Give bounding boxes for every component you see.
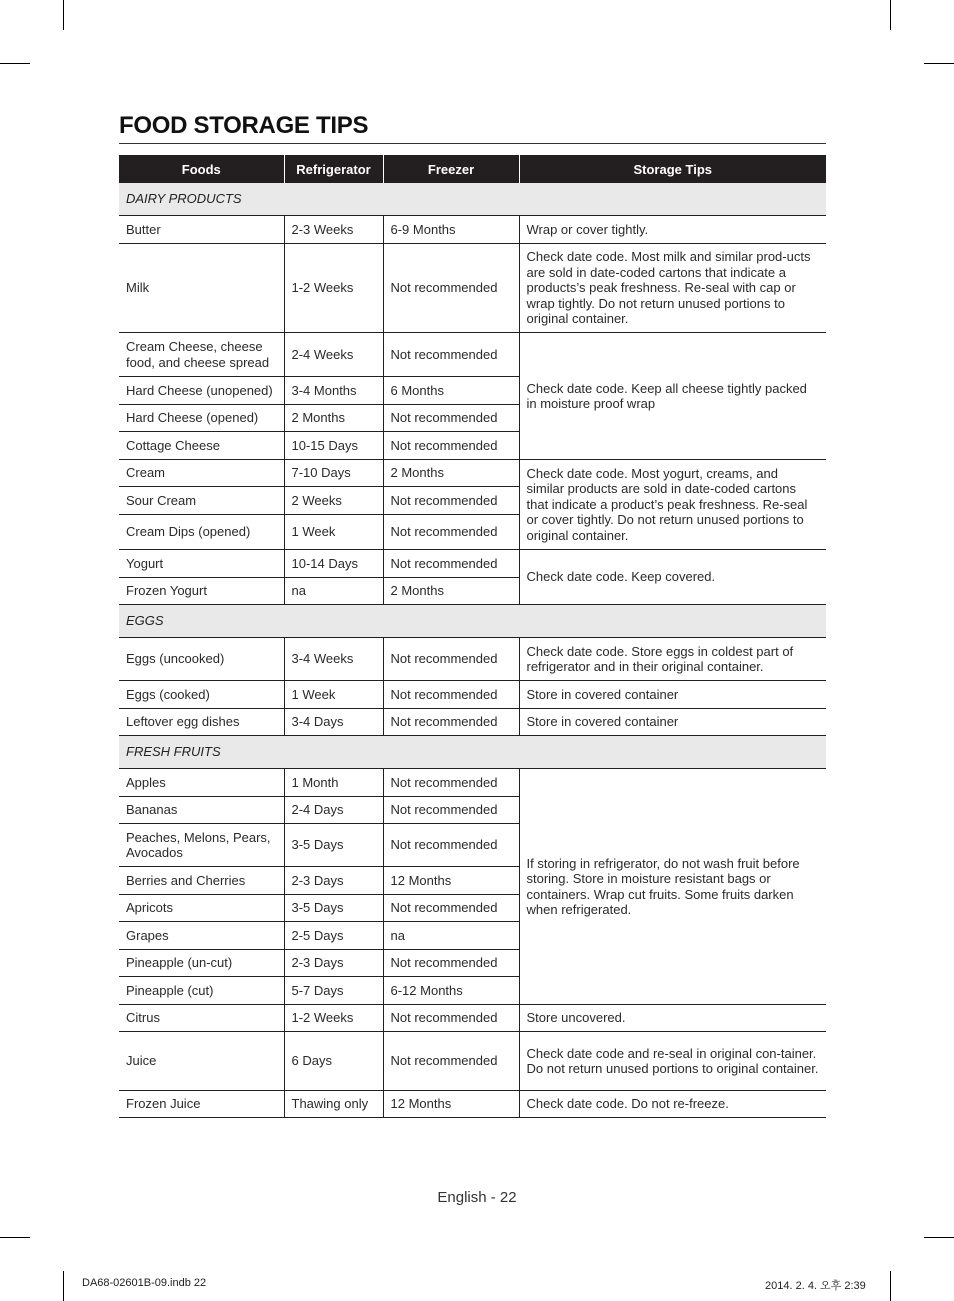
section-row bbox=[119, 183, 826, 216]
freezer-cell: 6-12 Months bbox=[383, 977, 519, 1005]
food-cell: Yogurt bbox=[119, 550, 284, 578]
fridge-cell: 1 Week bbox=[284, 515, 383, 550]
food-cell: Grapes bbox=[119, 922, 284, 950]
food-cell: Milk bbox=[119, 244, 284, 333]
freezer-cell: 2 Months bbox=[383, 578, 519, 605]
freezer-cell: Not recommended bbox=[383, 1032, 519, 1091]
tip-cell: Check date code. Keep covered. bbox=[519, 550, 826, 605]
fridge-cell: 6 Days bbox=[284, 1032, 383, 1091]
tip-cell: Store in covered container bbox=[519, 709, 826, 736]
freezer-cell: Not recommended bbox=[383, 550, 519, 578]
table-row bbox=[119, 709, 826, 736]
food-cell: Apples bbox=[119, 769, 284, 797]
fridge-cell: 2 Weeks bbox=[284, 487, 383, 515]
crop-mark bbox=[63, 1271, 64, 1301]
fridge-cell: 10-15 Days bbox=[284, 432, 383, 460]
fridge-cell: Thawing only bbox=[284, 1091, 383, 1118]
food-cell: Berries and Cherries bbox=[119, 867, 284, 895]
table-row bbox=[119, 216, 826, 244]
freezer-cell: 6-9 Months bbox=[383, 216, 519, 244]
fridge-cell: 5-7 Days bbox=[284, 977, 383, 1005]
tip-cell: Store uncovered. bbox=[519, 1005, 826, 1032]
table-row bbox=[119, 1091, 826, 1118]
food-cell: Cream Cheese, cheese food, and cheese spread bbox=[119, 333, 284, 377]
fridge-cell: 2-3 Days bbox=[284, 950, 383, 977]
fridge-cell: 1 Month bbox=[284, 769, 383, 797]
fridge-cell: 3-4 Months bbox=[284, 377, 383, 405]
table-row bbox=[119, 460, 826, 487]
freezer-cell: Not recommended bbox=[383, 950, 519, 977]
food-cell: Frozen Juice bbox=[119, 1091, 284, 1118]
tip-cell: Check date code and re-seal in original con-tainer. Do not return unused portions to original container. bbox=[519, 1032, 826, 1091]
header-freezer: Freezer bbox=[383, 155, 519, 183]
fridge-cell: 3-4 Days bbox=[284, 709, 383, 736]
section-dairy: DAIRY PRODUCTS bbox=[119, 183, 826, 216]
tip-cell: Check date code. Most milk and similar prod-ucts are sold in date-coded cartons that indicate a products’s peak freshness. Re-seal with cap or wrap tightly. Do not return unused portions to original container. bbox=[519, 244, 826, 333]
tip-cell: Check date code. Keep all cheese tightly packed in moisture proof wrap bbox=[519, 333, 826, 460]
table-row bbox=[119, 1032, 826, 1091]
file-name: DA68-02601B-09.indb 22 bbox=[82, 1277, 207, 1289]
food-cell: Frozen Yogurt bbox=[119, 578, 284, 605]
fridge-cell: 2 Months bbox=[284, 405, 383, 432]
food-cell: Juice bbox=[119, 1032, 284, 1091]
tip-cell: Store in covered container bbox=[519, 681, 826, 709]
crop-mark bbox=[890, 0, 891, 30]
fridge-cell: 3-5 Days bbox=[284, 895, 383, 922]
section-row bbox=[119, 605, 826, 638]
header-storage-tips: Storage Tips bbox=[519, 155, 826, 183]
storage-table bbox=[119, 155, 826, 1118]
freezer-cell: Not recommended bbox=[383, 1005, 519, 1032]
freezer-cell: 6 Months bbox=[383, 377, 519, 405]
food-cell: Eggs (uncooked) bbox=[119, 638, 284, 681]
freezer-cell: Not recommended bbox=[383, 895, 519, 922]
food-cell: Bananas bbox=[119, 797, 284, 824]
fridge-cell: 2-5 Days bbox=[284, 922, 383, 950]
freezer-cell: Not recommended bbox=[383, 244, 519, 333]
section-row bbox=[119, 736, 826, 769]
food-cell: Cream Dips (opened) bbox=[119, 515, 284, 550]
food-cell: Butter bbox=[119, 216, 284, 244]
freezer-cell: Not recommended bbox=[383, 333, 519, 377]
page-title: FOOD STORAGE TIPS bbox=[119, 112, 369, 139]
fridge-cell: 1 Week bbox=[284, 681, 383, 709]
fridge-cell: 2-4 Weeks bbox=[284, 333, 383, 377]
food-cell: Apricots bbox=[119, 895, 284, 922]
fridge-cell: 2-3 Weeks bbox=[284, 216, 383, 244]
freezer-cell: Not recommended bbox=[383, 709, 519, 736]
freezer-cell: Not recommended bbox=[383, 769, 519, 797]
table-row bbox=[119, 244, 826, 333]
fridge-cell: na bbox=[284, 578, 383, 605]
fridge-cell: 2-4 Days bbox=[284, 797, 383, 824]
section-fruits: FRESH FRUITS bbox=[119, 736, 826, 769]
crop-mark bbox=[0, 1237, 30, 1238]
print-date: 2014. 2. 4. 오후 2:39 bbox=[765, 1280, 866, 1292]
food-cell: Eggs (cooked) bbox=[119, 681, 284, 709]
table-row bbox=[119, 769, 826, 797]
food-cell: Citrus bbox=[119, 1005, 284, 1032]
title-rule bbox=[119, 143, 826, 144]
food-cell: Hard Cheese (opened) bbox=[119, 405, 284, 432]
freezer-cell: Not recommended bbox=[383, 681, 519, 709]
header-refrigerator: Refrigerator bbox=[284, 155, 383, 183]
page-number: English - 22 bbox=[437, 1189, 517, 1206]
freezer-cell: Not recommended bbox=[383, 432, 519, 460]
freezer-cell: Not recommended bbox=[383, 797, 519, 824]
food-cell: Leftover egg dishes bbox=[119, 709, 284, 736]
table-row bbox=[119, 638, 826, 681]
fridge-cell: 2-3 Days bbox=[284, 867, 383, 895]
crop-mark bbox=[0, 63, 30, 64]
food-cell: Peaches, Melons, Pears, Avocados bbox=[119, 824, 284, 867]
food-cell: Pineapple (cut) bbox=[119, 977, 284, 1005]
food-cell: Cottage Cheese bbox=[119, 432, 284, 460]
freezer-cell: Not recommended bbox=[383, 515, 519, 550]
header-foods: Foods bbox=[119, 155, 284, 183]
crop-mark bbox=[63, 0, 64, 30]
food-cell: Sour Cream bbox=[119, 487, 284, 515]
crop-mark bbox=[890, 1271, 891, 1301]
tip-cell: Check date code. Store eggs in coldest part of refrigerator and in their original container. bbox=[519, 638, 826, 681]
freezer-cell: Not recommended bbox=[383, 405, 519, 432]
freezer-cell: 12 Months bbox=[383, 867, 519, 895]
freezer-cell: Not recommended bbox=[383, 638, 519, 681]
freezer-cell: Not recommended bbox=[383, 487, 519, 515]
table-row bbox=[119, 681, 826, 709]
tip-cell: If storing in refrigerator, do not wash fruit before storing. Store in moisture resistant bags or containers. Wrap cut fruits. Some fruits darken when refrigerated. bbox=[519, 769, 826, 1005]
fridge-cell: 7-10 Days bbox=[284, 460, 383, 487]
fridge-cell: 1-2 Weeks bbox=[284, 1005, 383, 1032]
table-header-row bbox=[119, 155, 826, 183]
fridge-cell: 3-4 Weeks bbox=[284, 638, 383, 681]
freezer-cell: 12 Months bbox=[383, 1091, 519, 1118]
food-cell: Pineapple (un-cut) bbox=[119, 950, 284, 977]
fridge-cell: 10-14 Days bbox=[284, 550, 383, 578]
table-row bbox=[119, 1005, 826, 1032]
food-cell: Hard Cheese (unopened) bbox=[119, 377, 284, 405]
crop-mark bbox=[924, 63, 954, 64]
fridge-cell: 3-5 Days bbox=[284, 824, 383, 867]
tip-cell: Wrap or cover tightly. bbox=[519, 216, 826, 244]
freezer-cell: 2 Months bbox=[383, 460, 519, 487]
food-cell: Cream bbox=[119, 460, 284, 487]
freezer-cell: Not recommended bbox=[383, 824, 519, 867]
crop-mark bbox=[924, 1237, 954, 1238]
fridge-cell: 1-2 Weeks bbox=[284, 244, 383, 333]
freezer-cell: na bbox=[383, 922, 519, 950]
table-row bbox=[119, 333, 826, 377]
table-row bbox=[119, 550, 826, 578]
section-eggs: EGGS bbox=[119, 605, 826, 638]
tip-cell: Check date code. Most yogurt, creams, and similar products are sold in date-coded cartons that indicate a product’s peak freshness. Re-seal or cover tightly. Do not return unused portions to original container. bbox=[519, 460, 826, 550]
tip-cell: Check date code. Do not re-freeze. bbox=[519, 1091, 826, 1118]
